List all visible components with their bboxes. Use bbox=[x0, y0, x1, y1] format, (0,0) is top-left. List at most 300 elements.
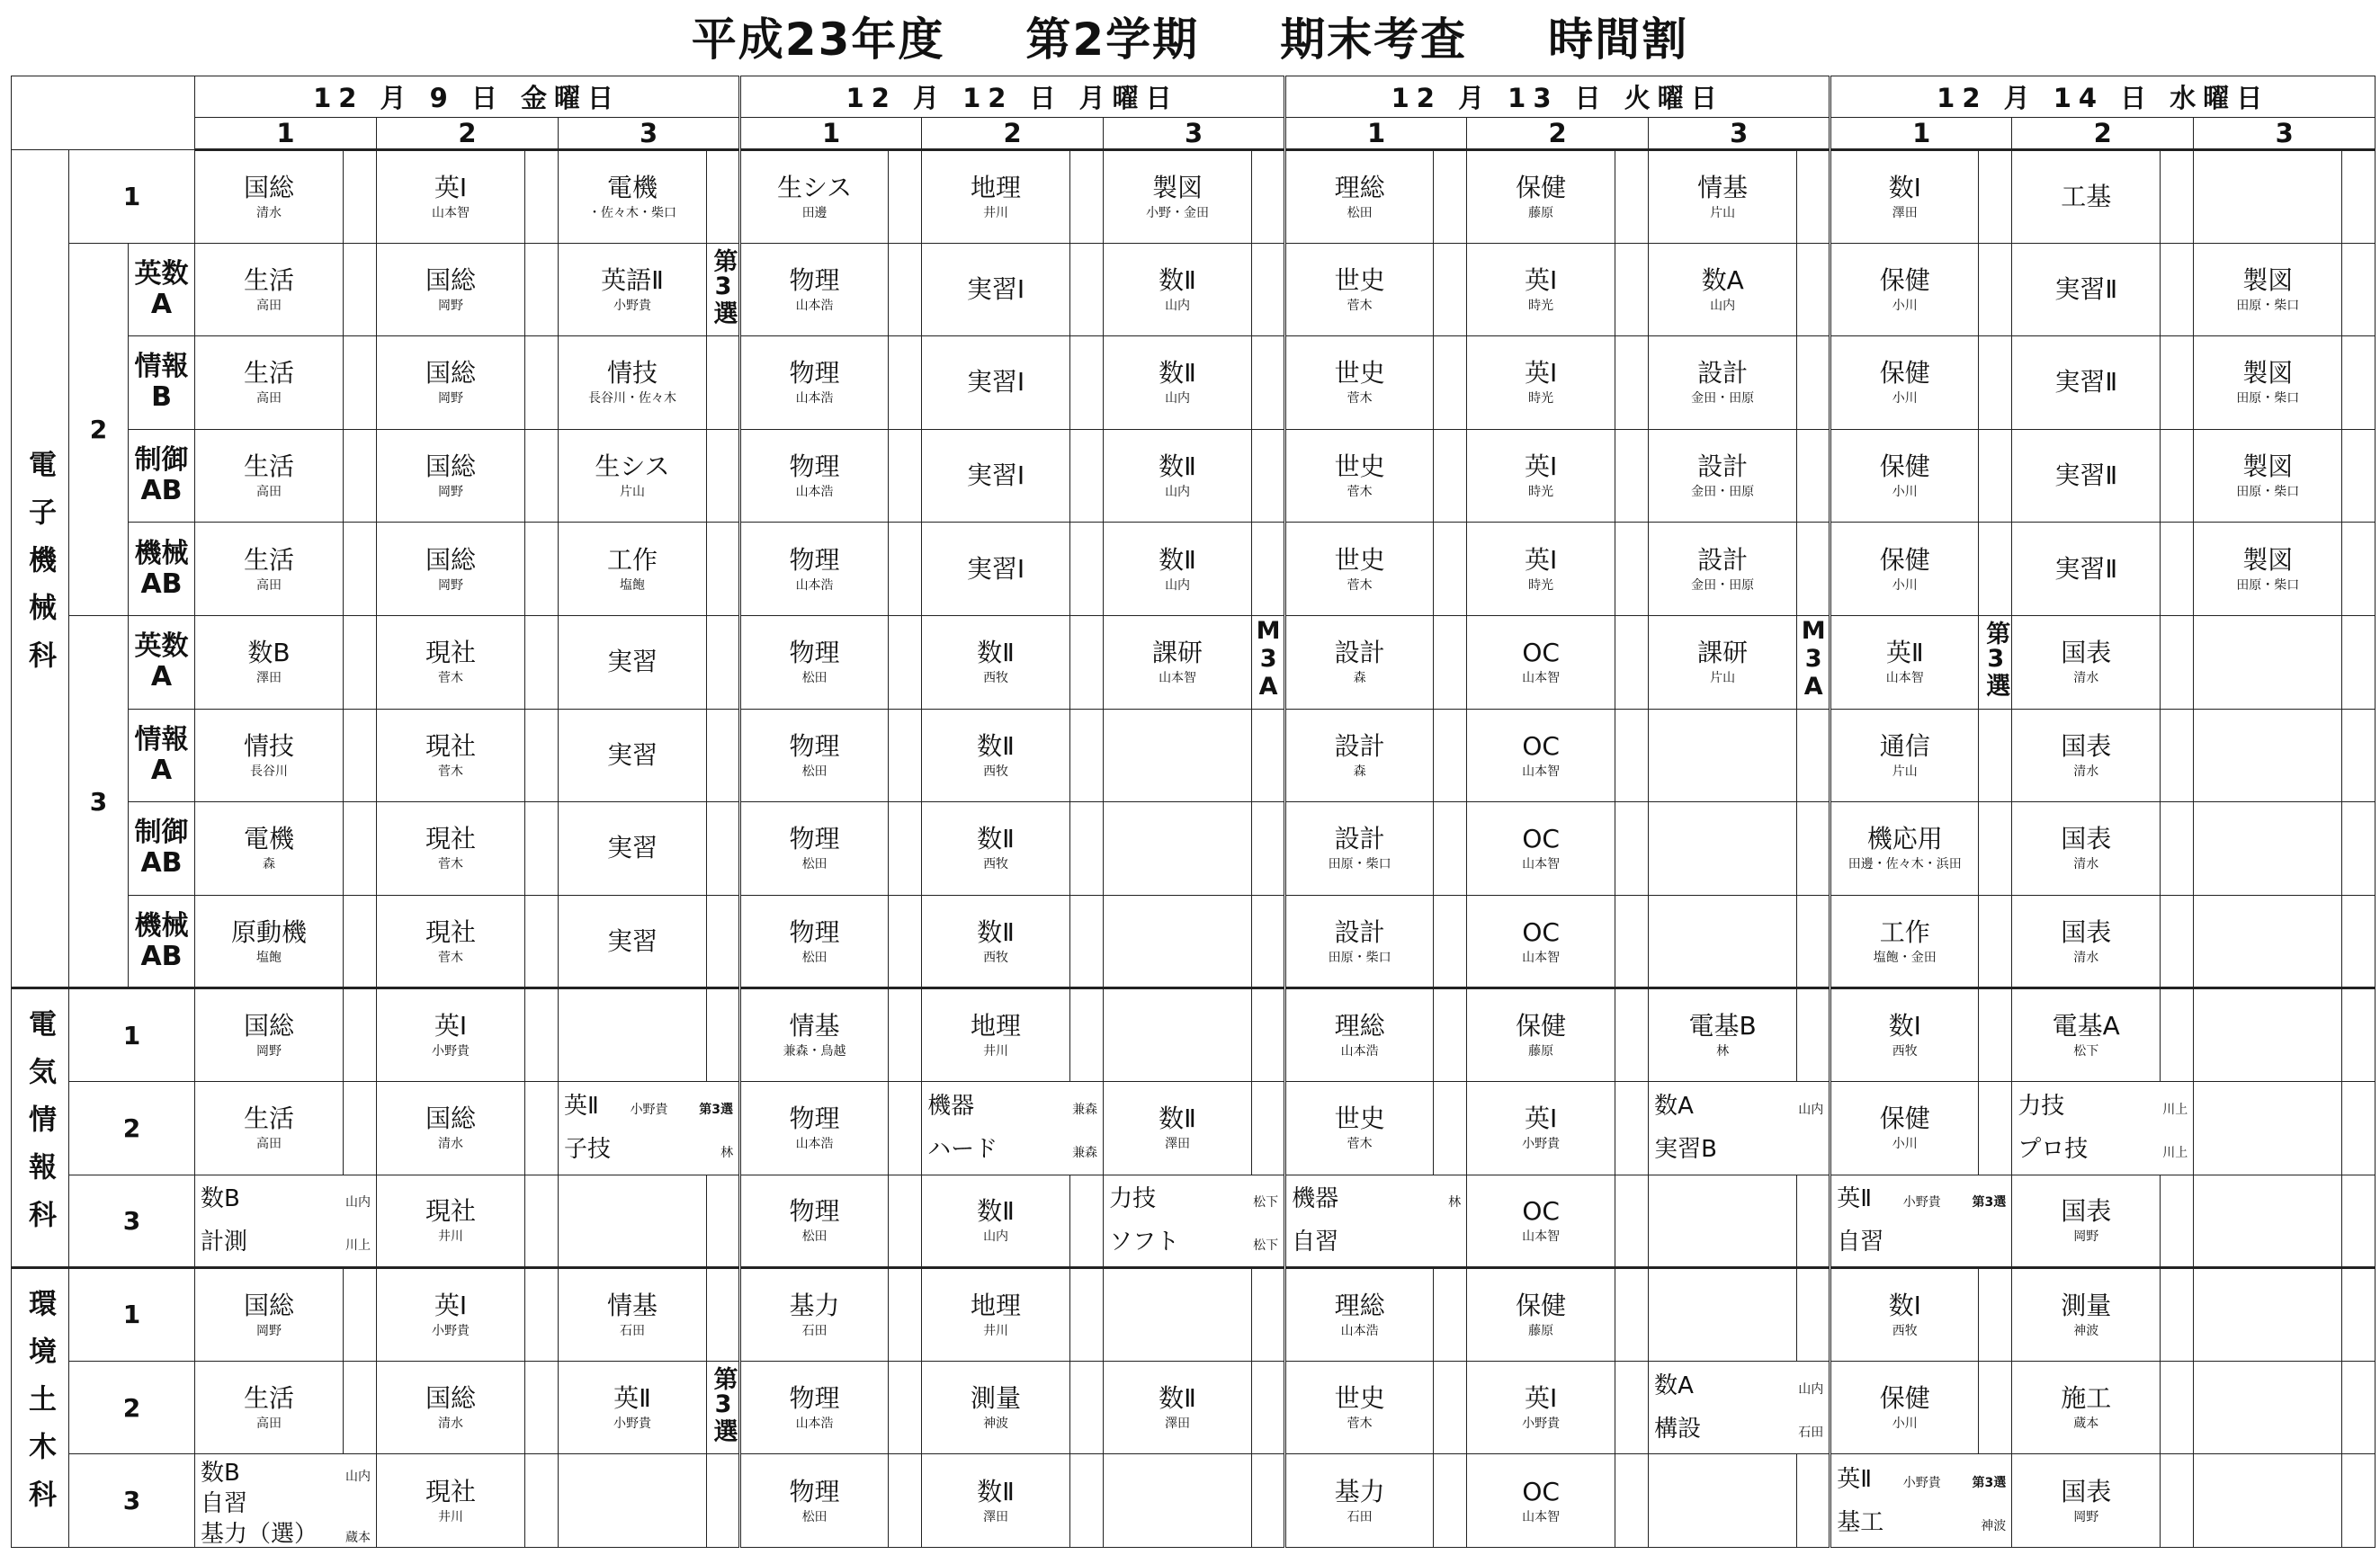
cell-note-strip bbox=[1979, 1268, 2012, 1362]
grade-label: 2 bbox=[69, 1081, 195, 1175]
teacher-name: 田原・柴口 bbox=[2236, 485, 2300, 500]
subject-option bbox=[1837, 1227, 2006, 1257]
exam-cell bbox=[1649, 1081, 1830, 1175]
exam-cell bbox=[2194, 1361, 2342, 1454]
exam-cell bbox=[1830, 336, 1979, 430]
exam-cell bbox=[377, 336, 525, 430]
cell-note-strip bbox=[1252, 988, 1285, 1082]
teacher-name: 小野貴 bbox=[432, 1044, 470, 1059]
subject-name: 英Ⅱ bbox=[1837, 1185, 1873, 1213]
exam-cell bbox=[377, 1268, 525, 1362]
subject-name: 地理 bbox=[971, 1290, 1022, 1320]
subject-option bbox=[201, 1227, 371, 1257]
subject-name: 数B bbox=[247, 638, 291, 668]
teacher-name: 菅木 bbox=[438, 950, 464, 965]
cell-note-strip bbox=[2161, 1268, 2194, 1362]
teacher-name: 菅木 bbox=[438, 764, 464, 779]
subject-name: 数Ⅰ bbox=[1888, 1011, 1921, 1041]
cell-note-strip bbox=[1797, 1268, 1830, 1362]
subject-name: 実習 bbox=[607, 925, 658, 956]
teacher-name: 兼森 bbox=[1072, 1146, 1098, 1161]
cell-note-strip bbox=[2342, 1454, 2376, 1548]
teacher-name: 蔵本 bbox=[345, 1530, 371, 1545]
exam-cell bbox=[922, 1175, 1070, 1268]
subject-name: 国総 bbox=[425, 264, 477, 295]
exam-cell bbox=[1649, 243, 1797, 336]
subject-name: 実習Ⅰ bbox=[966, 273, 1025, 304]
subject-name: 電機 bbox=[607, 172, 658, 202]
teacher-name: 松田 bbox=[801, 950, 828, 965]
exam-cell bbox=[1467, 336, 1615, 430]
subject-name: 設計 bbox=[1334, 916, 1385, 947]
subject-name: 基力（選） bbox=[201, 1520, 318, 1548]
exam-cell bbox=[740, 988, 889, 1082]
cell-note-strip bbox=[889, 1268, 922, 1362]
subject-name: 数Ⅱ bbox=[977, 638, 1015, 668]
cell-note-strip bbox=[1070, 895, 1104, 988]
exam-cell bbox=[377, 802, 525, 896]
cell-note-strip bbox=[1979, 523, 2012, 616]
subject-name: 英Ⅰ bbox=[1525, 1383, 1558, 1414]
course-label: 機械AB bbox=[129, 523, 195, 616]
subject-name: 世史 bbox=[1334, 1383, 1385, 1414]
teacher-name: 山内 bbox=[1165, 391, 1191, 407]
exam-cell bbox=[559, 1361, 707, 1454]
teacher-name: 山本浩 bbox=[1340, 1044, 1379, 1059]
cell-note-strip bbox=[525, 150, 559, 244]
timetable-row bbox=[12, 895, 2376, 988]
cell-note-strip bbox=[525, 429, 559, 523]
cell-note-strip bbox=[2342, 802, 2376, 896]
teacher-name: 林 bbox=[1448, 1195, 1462, 1211]
exam-cell bbox=[195, 988, 344, 1082]
teacher-name: 片山 bbox=[1710, 671, 1736, 686]
subject-option bbox=[201, 1184, 371, 1214]
exam-cell bbox=[1830, 709, 1979, 802]
exam-cell bbox=[2194, 1454, 2342, 1548]
exam-cell bbox=[740, 1081, 889, 1175]
period-header: 3 bbox=[1649, 118, 1830, 150]
teacher-name: 川上 bbox=[2162, 1146, 2188, 1161]
timetable-row bbox=[12, 336, 2376, 430]
exam-cell bbox=[2194, 523, 2342, 616]
subject-name: 情技 bbox=[244, 730, 295, 761]
department-name: 電気情報科 bbox=[12, 988, 69, 1268]
elective-marker bbox=[1797, 615, 1830, 709]
teacher-name: 塩飽 bbox=[256, 950, 282, 965]
subject-name: 数Ⅱ bbox=[1159, 264, 1196, 295]
teacher-name: 小川 bbox=[1892, 298, 1918, 313]
exam-cell bbox=[2194, 709, 2342, 802]
subject-name: 国総 bbox=[425, 451, 477, 482]
subject-name: 英Ⅰ bbox=[434, 1011, 468, 1041]
teacher-name: 清水 bbox=[2073, 764, 2099, 779]
cell-note-strip bbox=[707, 336, 740, 430]
grade-label: 3 bbox=[69, 1175, 195, 1268]
cell-note-strip bbox=[1434, 988, 1467, 1082]
cell-note-strip bbox=[344, 1081, 377, 1175]
subject-name: 物理 bbox=[789, 1476, 840, 1506]
teacher-name: 清水 bbox=[438, 1416, 464, 1432]
course-label: 英数A bbox=[129, 243, 195, 336]
cell-note-strip bbox=[1070, 1175, 1104, 1268]
elective-marker-text: M3A bbox=[1254, 617, 1283, 702]
cell-note-strip bbox=[1252, 1081, 1285, 1175]
exam-cell bbox=[559, 429, 707, 523]
teacher-name: 森 bbox=[1353, 764, 1366, 779]
exam-cell bbox=[1649, 1361, 1830, 1454]
subject-name: 保健 bbox=[1879, 544, 1930, 575]
subject-name: ハード bbox=[927, 1136, 998, 1164]
subject-name: 実習B bbox=[1654, 1136, 1717, 1164]
exam-cell bbox=[195, 429, 344, 523]
exam-cell bbox=[559, 150, 707, 244]
teacher-name: 時光 bbox=[1528, 298, 1554, 313]
cell-note-strip bbox=[1252, 802, 1285, 896]
cell-note-strip bbox=[525, 523, 559, 616]
cell-note-strip bbox=[889, 988, 922, 1082]
subject-name: 理総 bbox=[1334, 1011, 1385, 1041]
elective-note: 第3選 bbox=[1972, 1195, 2007, 1211]
cell-note-strip bbox=[1434, 429, 1467, 523]
subject-name: 国表 bbox=[2061, 1196, 2112, 1227]
subject-name: プロ技 bbox=[2018, 1136, 2089, 1164]
subject-name: 保健 bbox=[1879, 1383, 1930, 1414]
cell-note-strip bbox=[889, 336, 922, 430]
cell-note-strip bbox=[344, 150, 377, 244]
subject-name: 現社 bbox=[425, 916, 477, 947]
exam-cell bbox=[195, 336, 344, 430]
teacher-name: 長谷川 bbox=[250, 764, 289, 779]
teacher-name: 井川 bbox=[438, 1509, 464, 1524]
teacher-name: 小野貴 bbox=[613, 298, 652, 313]
teacher-name: 西牧 bbox=[1892, 1044, 1918, 1059]
cell-note-strip bbox=[2161, 895, 2194, 988]
subject-name: 英Ⅱ bbox=[564, 1093, 599, 1121]
teacher-name: 片山 bbox=[1892, 764, 1918, 779]
teacher-name: 岡野 bbox=[2073, 1509, 2099, 1524]
timetable-row bbox=[12, 1081, 2376, 1175]
exam-cell bbox=[195, 1268, 344, 1362]
cell-note-strip bbox=[525, 1175, 559, 1268]
teacher-name: 岡野 bbox=[438, 391, 464, 407]
exam-cell bbox=[1830, 988, 1979, 1082]
subject-name: 英Ⅰ bbox=[1525, 264, 1558, 295]
teacher-name: 高田 bbox=[256, 577, 282, 593]
exam-cell bbox=[1467, 615, 1615, 709]
cell-note-strip bbox=[1434, 150, 1467, 244]
subject-name: 数Ⅱ bbox=[977, 730, 1015, 761]
teacher-name: 菅木 bbox=[1347, 1416, 1373, 1432]
exam-cell bbox=[922, 336, 1070, 430]
exam-cell bbox=[922, 709, 1070, 802]
exam-cell bbox=[740, 523, 889, 616]
cell-note-strip bbox=[1979, 336, 2012, 430]
subject-option bbox=[1292, 1227, 1461, 1257]
subject-name: 英Ⅱ bbox=[1837, 1465, 1873, 1493]
cell-note-strip bbox=[1797, 1454, 1830, 1548]
subject-name: 物理 bbox=[789, 451, 840, 482]
teacher-name: 松下 bbox=[2073, 1044, 2099, 1059]
teacher-name: 小野貴 bbox=[613, 1416, 652, 1432]
exam-cell bbox=[195, 615, 344, 709]
exam-cell bbox=[559, 243, 707, 336]
exam-cell bbox=[2194, 988, 2342, 1082]
subject-name: 物理 bbox=[789, 358, 840, 389]
cell-note-strip bbox=[344, 1268, 377, 1362]
subject-name: ソフト bbox=[1109, 1229, 1180, 1256]
cell-note-strip bbox=[1615, 429, 1649, 523]
cell-note-strip bbox=[889, 150, 922, 244]
subject-name: 保健 bbox=[1879, 451, 1930, 482]
exam-cell bbox=[1649, 523, 1797, 616]
teacher-name: 小野貴 bbox=[1902, 1195, 1941, 1211]
subject-name: 現社 bbox=[425, 824, 477, 854]
teacher-name: 藤原 bbox=[1528, 1044, 1554, 1059]
day-header: 12 月 13 日 火曜日 bbox=[1285, 76, 1830, 118]
period-header: 2 bbox=[922, 118, 1104, 150]
timetable-row bbox=[12, 523, 2376, 616]
teacher-name: 岡野 bbox=[256, 1323, 282, 1338]
exam-cell bbox=[1649, 150, 1797, 244]
cell-note-strip bbox=[1797, 150, 1830, 244]
teacher-name: 神波 bbox=[983, 1416, 1009, 1432]
exam-cell bbox=[195, 1361, 344, 1454]
exam-cell bbox=[1467, 243, 1615, 336]
elective-note: 第3選 bbox=[1972, 1475, 2007, 1490]
subject-name: 英Ⅰ bbox=[434, 172, 468, 202]
cell-note-strip bbox=[525, 615, 559, 709]
subject-name: 英Ⅰ bbox=[434, 1290, 468, 1320]
cell-note-strip bbox=[1615, 1454, 1649, 1548]
subject-name: 情基 bbox=[789, 1011, 840, 1041]
teacher-name: 菅木 bbox=[1347, 1137, 1373, 1152]
teacher-name: 澤田 bbox=[983, 1509, 1009, 1524]
course-label: 制御AB bbox=[129, 429, 195, 523]
subject-name: 施工 bbox=[2061, 1383, 2112, 1414]
cell-note-strip bbox=[1797, 1175, 1830, 1268]
teacher-name: 井川 bbox=[983, 1323, 1009, 1338]
teacher-name: 山本浩 bbox=[1340, 1323, 1379, 1338]
exam-cell bbox=[1467, 802, 1615, 896]
subject-name: 世史 bbox=[1334, 264, 1385, 295]
teacher-name: 山内 bbox=[345, 1469, 371, 1484]
cell-note-strip bbox=[889, 615, 922, 709]
teacher-name: 藤原 bbox=[1528, 1323, 1554, 1338]
exam-cell bbox=[2012, 1268, 2161, 1362]
teacher-name: 石田 bbox=[620, 1323, 646, 1338]
subject-option bbox=[1837, 1464, 2006, 1495]
cell-note-strip bbox=[525, 988, 559, 1082]
header-dates bbox=[12, 76, 2376, 118]
period-header: 3 bbox=[2194, 118, 2376, 150]
subject-option bbox=[927, 1134, 1097, 1165]
cell-note-strip bbox=[1797, 709, 1830, 802]
exam-cell bbox=[559, 709, 707, 802]
exam-cell bbox=[922, 1454, 1070, 1548]
exam-cell bbox=[377, 1081, 525, 1175]
teacher-name: 松田 bbox=[801, 671, 828, 686]
subject-name: 数B bbox=[201, 1459, 240, 1487]
subject-name: 物理 bbox=[789, 730, 840, 761]
subject-name: 現社 bbox=[425, 1196, 477, 1227]
cell-note-strip bbox=[2161, 150, 2194, 244]
cell-note-strip bbox=[1615, 150, 1649, 244]
subject-name: 機器 bbox=[927, 1093, 975, 1121]
subject-name: 数Ⅱ bbox=[977, 824, 1015, 854]
grade-label: 2 bbox=[69, 1361, 195, 1454]
subject-name: 基工 bbox=[1837, 1508, 1884, 1536]
exam-cell bbox=[922, 988, 1070, 1082]
timetable-row bbox=[12, 615, 2376, 709]
teacher-name: 山内 bbox=[1165, 485, 1191, 500]
subject-option bbox=[201, 1519, 371, 1548]
exam-cell bbox=[922, 895, 1070, 988]
exam-cell bbox=[2012, 336, 2161, 430]
subject-name: 数A bbox=[1701, 264, 1744, 295]
cell-note-strip bbox=[1434, 802, 1467, 896]
teacher-name: 石田 bbox=[1347, 1509, 1373, 1524]
subject-option bbox=[564, 1091, 733, 1122]
cell-note-strip bbox=[707, 150, 740, 244]
teacher-name: 山本浩 bbox=[795, 1416, 834, 1432]
teacher-name: 澤田 bbox=[1165, 1137, 1191, 1152]
subject-name: 数Ⅱ bbox=[1159, 544, 1196, 575]
exam-cell bbox=[377, 709, 525, 802]
subject-name: 実習Ⅰ bbox=[966, 553, 1025, 584]
subject-name: 工作 bbox=[1879, 916, 1930, 947]
exam-cell bbox=[1649, 1175, 1797, 1268]
cell-note-strip bbox=[2342, 895, 2376, 988]
subject-name: 課研 bbox=[1152, 638, 1203, 668]
day-header: 12 月 12 日 月曜日 bbox=[740, 76, 1285, 118]
exam-cell bbox=[1104, 709, 1252, 802]
subject-name: 英Ⅱ bbox=[1885, 638, 1924, 668]
exam-cell bbox=[377, 1361, 525, 1454]
exam-cell bbox=[1285, 429, 1434, 523]
timetable-row bbox=[12, 802, 2376, 896]
cell-note-strip bbox=[344, 243, 377, 336]
subject-name: 電基B bbox=[1688, 1011, 1757, 1041]
teacher-name: 小野貴 bbox=[630, 1103, 668, 1118]
subject-name: 生活 bbox=[244, 1383, 295, 1414]
teacher-name: 山内 bbox=[1710, 298, 1736, 313]
subject-name: 物理 bbox=[789, 824, 840, 854]
exam-cell bbox=[1830, 1081, 1979, 1175]
cell-note-strip bbox=[1070, 709, 1104, 802]
cell-note-strip bbox=[1979, 243, 2012, 336]
teacher-name: 田原・柴口 bbox=[2236, 577, 2300, 593]
exam-cell bbox=[1830, 150, 1979, 244]
cell-note-strip bbox=[889, 243, 922, 336]
elective-marker-text: 第3選 bbox=[1982, 621, 2010, 698]
cell-note-strip bbox=[1434, 709, 1467, 802]
cell-note-strip bbox=[1615, 988, 1649, 1082]
exam-cell bbox=[922, 615, 1070, 709]
subject-name: 電機 bbox=[244, 824, 295, 854]
course-label: 情報B bbox=[129, 336, 195, 430]
subject-name: OC bbox=[1522, 1476, 1560, 1506]
cell-note-strip bbox=[1979, 1081, 2012, 1175]
exam-cell bbox=[195, 709, 344, 802]
cell-note-strip bbox=[1615, 1175, 1649, 1268]
elective-marker bbox=[1252, 615, 1285, 709]
teacher-name: 森 bbox=[1353, 671, 1366, 686]
teacher-name: 岡野 bbox=[438, 485, 464, 500]
subject-name: 生活 bbox=[244, 1104, 295, 1134]
teacher-name: 高田 bbox=[256, 1137, 282, 1152]
exam-cell bbox=[1285, 243, 1434, 336]
cell-note-strip bbox=[889, 1175, 922, 1268]
cell-note-strip bbox=[1615, 709, 1649, 802]
subject-name: 通信 bbox=[1879, 730, 1930, 761]
subject-name: 生活 bbox=[244, 544, 295, 575]
exam-cell bbox=[1649, 429, 1797, 523]
cell-note-strip bbox=[1615, 1081, 1649, 1175]
timetable-row bbox=[12, 1361, 2376, 1454]
subject-name: 実習 bbox=[607, 833, 658, 863]
subject-name: 基力 bbox=[789, 1290, 840, 1320]
cell-note-strip bbox=[1252, 523, 1285, 616]
exam-cell bbox=[1285, 1175, 1467, 1268]
exam-cell bbox=[1830, 802, 1979, 896]
title-year: 平成23年度 bbox=[691, 13, 945, 66]
exam-cell bbox=[1649, 336, 1797, 430]
teacher-name: 田原・柴口 bbox=[1328, 950, 1391, 965]
teacher-name: 金田・田原 bbox=[1691, 577, 1755, 593]
exam-cell bbox=[559, 802, 707, 896]
teacher-name: 菅木 bbox=[1347, 577, 1373, 593]
period-header: 2 bbox=[377, 118, 559, 150]
timetable-row bbox=[12, 1454, 2376, 1548]
subject-name: OC bbox=[1522, 1196, 1560, 1227]
subject-name: 力技 bbox=[2018, 1093, 2065, 1121]
cell-note-strip bbox=[889, 802, 922, 896]
exam-cell bbox=[922, 523, 1070, 616]
header-corner bbox=[12, 76, 195, 150]
subject-name: 数Ⅱ bbox=[1159, 451, 1196, 482]
cell-note-strip bbox=[344, 988, 377, 1082]
cell-note-strip bbox=[1252, 709, 1285, 802]
teacher-name: 田原・柴口 bbox=[1328, 857, 1391, 872]
subject-name: 情技 bbox=[607, 358, 658, 389]
exam-cell bbox=[1830, 1454, 2012, 1548]
cell-note-strip bbox=[2342, 988, 2376, 1082]
cell-note-strip bbox=[1615, 243, 1649, 336]
subject-name: 物理 bbox=[789, 264, 840, 295]
timetable-row bbox=[12, 1175, 2376, 1268]
cell-note-strip bbox=[1070, 150, 1104, 244]
exam-cell bbox=[1467, 709, 1615, 802]
subject-name: 世史 bbox=[1334, 1104, 1385, 1134]
teacher-name: 林 bbox=[1716, 1044, 1730, 1059]
teacher-name: 澤田 bbox=[1165, 1416, 1191, 1432]
teacher-name: 神波 bbox=[1981, 1518, 2007, 1533]
teacher-name: 山内 bbox=[983, 1229, 1009, 1245]
header-periods bbox=[12, 118, 2376, 150]
exam-cell bbox=[377, 429, 525, 523]
cell-note-strip bbox=[1979, 1361, 2012, 1454]
teacher-name: 岡野 bbox=[438, 577, 464, 593]
cell-note-strip bbox=[1615, 615, 1649, 709]
cell-note-strip bbox=[2161, 429, 2194, 523]
subject-option bbox=[927, 1091, 1097, 1122]
teacher-name: 西牧 bbox=[1892, 1323, 1918, 1338]
subject-name: 保健 bbox=[1516, 1011, 1567, 1041]
teacher-name: ・佐々木・柴口 bbox=[588, 205, 677, 220]
grade-label: 3 bbox=[69, 615, 129, 988]
subject-name: 自習 bbox=[1292, 1229, 1339, 1256]
